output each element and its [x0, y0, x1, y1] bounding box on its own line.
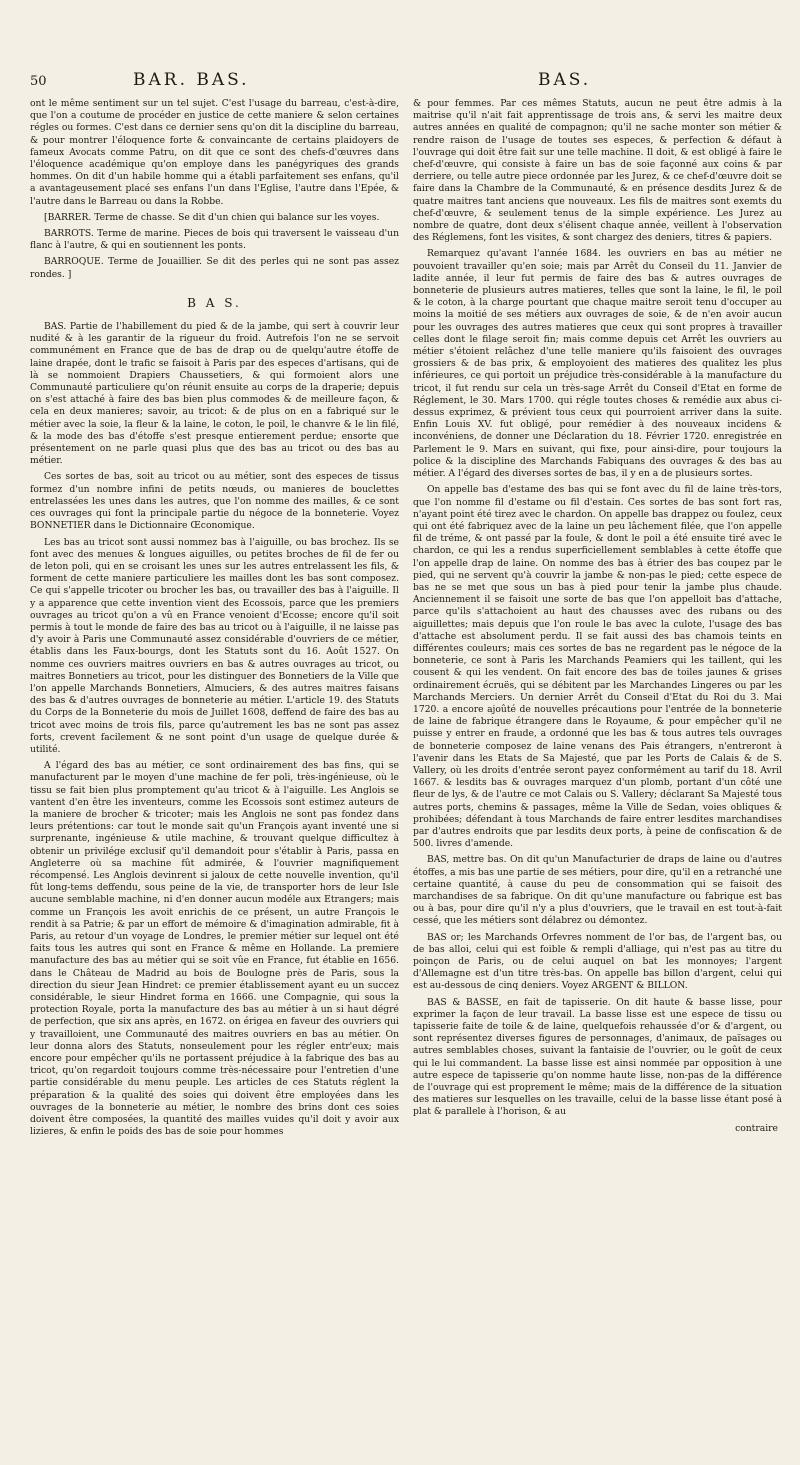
running-head-right: BAS. [538, 70, 592, 90]
paragraph: BARROTS. Terme de marine. Pieces de bois qui traversent le vaisseau d'un flanc à l'autre, & qui en soutiennent les ponts. [30, 228, 399, 252]
two-column-body [30, 98, 782, 1142]
paragraph: On appelle bas d'estame des bas qui se font avec du fil de laine très-tors, que l'on nomme fil d'estame ou fil d'estain. Ces sortes de bas sont fort ras, n'ayant point été tirez avec le chardon. On appelle bas drappez ou foulez, ceux qui ont été fabriquez avec de la laine un peu lâchement filée, que l'on appelle fil de tréme, & ont passé par la foule, & dont le poil a été ensuite tiré avec le chardon, ce qui les a rendus superficiellement semblables à cette étoffe que l'on appelle drap de laine. On nomme des bas à étrier des bas coupez par le pied, qui ne servent qu'à couvrir la jambe & non-pas le pied; cette espece de bas ne se met que sous un bas à pied pour tenir la jambe plus chaude. Anciennement il se faisoit une sorte de bas que l'on appelloit bas d'attache, parce qu'ils s'attachoient au haut des chausses avec des rubans ou des aiguillettes; mais depuis que l'on roule le bas avec la culote, l'usage des bas d'attache est absolument perdu. Il se fait aussi des bas chamois teints en différentes couleurs; mais ces sortes de bas ne regardent pas le négoce de la bonneterie, ce sont à Paris les Marchands Peamiers qui les taillent, qui les cousent & qui les vendent. On fait encore des bas de toiles jaunes & grises ordinairement écruës, qui se débitent par les Marchandes Lingeres ou par les Marchands Merciers. Un dernier Arrêt du Conseil d'Etat du Roi du 3. Mai 1720. a encore ajoûté de nouvelles précautions pour l'entrée de la bonneterie de laine de fabrique étrangere dans le Royaume, & pour empêcher qu'il ne puisse y entrer en fraude, a ordonné que les bas & tous autres tels ouvrages de bonneterie composez de laine venans des Pais étrangers, n'entreront à l'avenir dans les Etats de Sa Majesté, que par les Ports de Calais & de S. Vallery, où les droits d'entrée seront payez conformément au tarif du 18. Avril 1667. & lesdits bas & ouvrages marquez d'un plomb, portant d'un côté une fleur de lys, & de l'autre ce mot Calais ou S. Vallery; déclarant Sa Majesté tous autres ports, chemins & passages, même la Ville de Sedan, voies obliques & prohibées; défendant à tous Marchands de faire entrer lesdites marchandises par d'autres endroits que par lesdits deux ports, à peine de confiscation & de 500. livres d'amende. [413, 484, 782, 850]
paragraph: [BARRER. Terme de chasse. Se dit d'un chien qui balance sur les voyes. [44, 211, 380, 223]
paragraph: & pour femmes. Par ces mêmes Statuts, aucun ne peut être admis à la maitrise qu'il n'ait fait apprentissage de trois ans, & servi les maitre deux autres années en qualité de compagnon; qu'il ne sache monter son métier & rendre raison de l'usage de toutes ses especes, & perfection & défaut à l'ouvrage qui doit être fait sur une telle machine. Il doit, & est obligé à faire le chef-d'œuvre, qui consiste à faire un bas de soie façonné aux coins & par derriere, ou telle autre piece ordonnée par les Jurez, & ce chef-d'œuvre doit se faire dans la Chambre de la Communauté, & en présence desdits Jurez & de quatre maitres tant anciens que nouveaux. Les fils de maitres sont exemts du chef-d'œuvre, & seulement tenus de la simple expérience. Les Jurez au nombre de quatre, dont deux s'élisent chaque année, veillent à l'observation des Réglemens, font les visites, & sont chargez des deniers, titres & papiers. [413, 98, 782, 244]
paragraph: BAS. Partie de l'habillement du pied & de la jambe, qui sert à couvrir leur nudité & à les garantir de la rigueur du froid. Autrefois l'on ne se servoit communément en France que de bas de drap ou de quelqu'autre étoffe de laine drapée, dont le trafic se faisoit à Paris par des especes d'artisans, qui de là se nommoient Drapiers Chaussetiers, & qui formoient alors une Communauté particuliere qu'on réunit ensuite au corps de la draperie; depuis on s'est attaché à faire des bas bien plus commodes & de meilleure façon, & cela en deux manieres; savoir, au tricot: & de plus on en a fabriqué sur le métier avec la soie, la fleur & la laine, le coton, le poil, le chanvre & le lin filé, & la mode des bas d'étoffe s'est presque entierement perdue; ensorte que présentement on ne parle quasi plus que des bas au tricot ou des bas au métier. [30, 321, 399, 467]
running-head-left: BAR. BAS. [133, 70, 250, 90]
paragraph: Les bas au tricot sont aussi nommez bas à l'aiguille, ou bas brochez. Ils se font avec des menues & longues aiguilles, ou petites broches de fil de fer ou de leton poli, qui en se croisant les unes sur les autres entrelassent les fils, & forment de cette maniere particuliere les mailles dont les bas sont composez. Ce qui s'appelle tricoter ou brocher les bas, ou travailler des bas à l'aiguille. Il y a apparence que cette invention vient des Ecossois, parce que les premiers ouvrages au tricot qu'on a vû en France venoient d'Ecosse; encore qu'il soit permis à tout le monde de faire des bas au tricot ou à l'aiguille, il ne laisse pas d'y avoir à Paris une Communauté assez considérable d'ouvriers de ce métier, établis dans les Faux-bourgs, dont les Statuts sont du 16. Août 1527. On nomme ces ouvriers maitres ouvriers en bas & autres ouvrages au tricot, ou maitres Bonnetiers au tricot, pour les distinguer des Bonnetiers de la Ville que l'on appelle Marchands Bonnetiers, Almuciers, & des autres maitres faisans des bas & d'autres ouvrages de bonneterie au métier. L'article 19. des Statuts du Corps de la Bonneterie du mois de Juillet 1608, deffend de faire des bas au tricot avec moins de trois fils, parce qu'autrement les bas ne sont pas assez forts, crevent facilement & ne sont point d'un usage de quelque durée & utilité. [30, 536, 399, 755]
paragraph: Remarquez qu'avant l'année 1684. les ouvriers en bas au métier ne pouvoient travailler qu'en soie; mais par Arrêt du Conseil du 11. Janvier de ladite année, il leur fut permis de faire des bas & autres ouvrages de bonneterie de plusieurs autres matieres, telles que sont la laine, le fil, le poil & le coton, à la charge pourtant que chaque maitre seroit tenu d'occuper au moins la moitié de ses métiers aux ouvrages de soie, & de n'en avoir aucun pour les ouvrages des autres matieres que ceux qui sont propres à travailler celles dont le filage seroit fin; mais comme depuis cet Arrêt les ouvriers au métier s'étoient relâchez d'une telle maniere qu'ils faisoient des ouvrages grossiers & de bas prix, & employoient des matieres des qualitez les plus inférieures, ce qui portoit un préjudice très-considérable à la manufacture du tricot, il fut rendu sur cela un très-sage Arrêt du Conseil d'Etat en forme de Réglement, le 30. Mars 1700. qui régle toutes choses & remédie aux abus ci-dessus exprimez, & prévient tous ceux qui pourroient arriver dans la suite. Enfin Louis XV. fut obligé, pour remédier à des nouveaux incidens & inconvéniens, de donner une Déclaration du 18. Février 1720. enregistrée en Parlement le 9. Mars en suivant, qui fixe, pour ainsi-dire, pour toujours la police & la discipline des Marchands Fabiquans des ouvrages & des bas au métier. A l'égard des diverses sortes de bas, il y en a de plusieurs sortes. [413, 248, 782, 480]
paragraph: BAS & BASSE, en fait de tapisserie. On dit haute & basse lisse, pour exprimer la façon de leur travail. La basse lisse est une espece de tissu ou tapisserie faite de toile & de laine, quelquefois rehaussée d'or & d'argent, ou sont représentez diverses figures de personnages, d'animaux, de païsages ou autres semblables choses, suivant la fantaisie de l'ouvrier, ou le goût de ceux qui le lui commandent. La basse lisse est ainsi nommée par opposition à une autre espece de tapisserie qu'on nomme haute lisse, non-pas de la différence de l'ouvrage qui est proprement le même; mais de la différence de la situation des matieres sur lesquelles on les travaille, celui de la basse lisse étant posé à plat & parallele à l'horison, & au [413, 996, 782, 1118]
paragraph: A l'égard des bas au métier, ce sont ordinairement des bas fins, qui se manufacturent par le moyen d'une machine de fer poli, très-ingénieuse, où le tissu se fait bien plus promptement qu'au tricot & à l'aiguille. Les Anglois se vantent d'en être les inventeurs, comme les Ecossois sont estimez auteurs de la maniere de brocher & tricoter; mais les Anglois ne sont pas fondez dans leurs prétentions: car tout le monde sait qu'un François ayant inventé une si surprenante, ingénieuse & utile machine, & trouvant quelque difficultez à obtenir un privilége exclusif qu'il demandoit pour s'établir à Paris, passa en Angleterre où sa machine fût admirée, & l'ouvrier magnifiquement récompensé. Les Anglois devinrent si jaloux de cette nouvelle invention, qu'il fût long-tems deffendu, sous peine de la vie, de transporter hors de leur Isle aucune semblable machine, ni d'en donner aucun modéle aux Etrangers; mais comme un François les avoit enrichis de ce présent, un autre François le rendit à sa Patrie; & par un effort de mémoire & d'imagination admirable, fit à Paris, au retour d'un voyage de Londres, le premier métier sur lequel ont été faits tous les autres qui sont en France & même en Hollande. La premiere manufacture des bas au métier qui se soit vûe en France, fut établie en 1656. dans le Château de Madrid au bois de Boulogne près de Paris, sous la direction du sieur Jean Hindret: ce premier établissement ayant eu un succez considérable, le sieur Hindret forma en 1666. une Compagnie, qui sous la protection Royale, porta la manufacture des bas au métier à un si haut dégré de perfection, que six ans après, en 1672. on érigea en faveur des ouvriers qui y travailloient, une Communauté des maitres ouvriers en bas au métier. On leur donna alors des Statuts, nonseulement pour les régler entr'eux; mais encore pour empêcher qu'ils ne portassent préjudice à la fabrique des bas au tricot, qu'on regardoit toujours comme très-nécessaire pour l'entretien d'une partie considérable du menu peuple. Les articles de ces Statuts réglent la préparation & la qualité des soies qui doivent être employées dans les ouvrages de la bonneterie au métier, le nombre des brins dont ces soies doivent être composées, la quantité des mailles vuides qu'il doit y avoir aux lizieres, & enfin le poids des bas de soie pour hommes [30, 760, 399, 1138]
paragraph: BAS, mettre bas. On dit qu'un Manufacturier de draps de laine ou d'autres étoffes, a mis bas une partie de ses métiers, pour dire, qu'il en a retranché une certaine quantité, à cause du peu de consommation qui se faisoit des marchandises de sa fabrique. On dit qu'une manufacture ou fabrique est bas ou à bas, pour dire qu'il n'y a plus d'ouvriers, que le travail en est tout-à-fait cessé, que les métiers sont délabrez ou démontez. [413, 854, 782, 927]
left-column [30, 98, 399, 1142]
right-column [413, 98, 782, 1142]
paragraph: BARROQUE. Terme de Jouaillier. Se dit des perles qui ne sont pas assez rondes. ] [30, 256, 399, 280]
paragraph: BAS or; les Marchands Orfevres nomment de l'or bas, de l'argent bas, ou de bas alloi, celui qui est foible & rempli d'alliage, qui n'est pas au titre du poinçon de Paris, ou de celui auquel on bat les monnoyes; l'argent d'Allemagne est d'un titre très-bas. On appelle bas billon d'argent, celui qui est au-dessous de cinq deniers. Voyez ARGENT & BILLON. [413, 931, 782, 992]
section-title: B A S. [187, 295, 242, 310]
running-head [18, 68, 782, 96]
paragraph: Ces sortes de bas, soit au tricot ou au métier, sont des especes de tissus formez d'un nombre infini de petits nœuds, ou manieres de bouclettes entrelassées les unes dans les autres, que l'on nomme des mailles, & ce sont ces ouvrages qui font la principale partie du négoce de la bonneterie. Voyez BONNETIER dans le Dictionnaire Œconomique. [30, 471, 399, 532]
catchword: contraire [735, 1122, 778, 1134]
paragraph: ont le même sentiment sur un tel sujet. C'est l'usage du barreau, c'est-à-dire, que l'on a coutume de procéder en justice de cette maniere & selon certaines régles ou formes. C'est dans ce dernier sens qu'on dit la discipline du barreau, & pour montrer l'éloquence forte & convaincante de certains plaidoyers de fameux Avocats comme Patru, on dit que ce sont des chefs-d'œuvres dans l'éloquence académique qu'on employe dans les panégyriques des grands hommes. On dit d'un habile homme qui a établi parfaitement ses enfans, qu'il a avantageusement placé ses enfans l'un dans l'Eglise, l'autre dans l'Epée, & l'autre dans le Barreau ou dans la Robbe. [30, 98, 399, 207]
page-number: 50 [30, 74, 47, 89]
